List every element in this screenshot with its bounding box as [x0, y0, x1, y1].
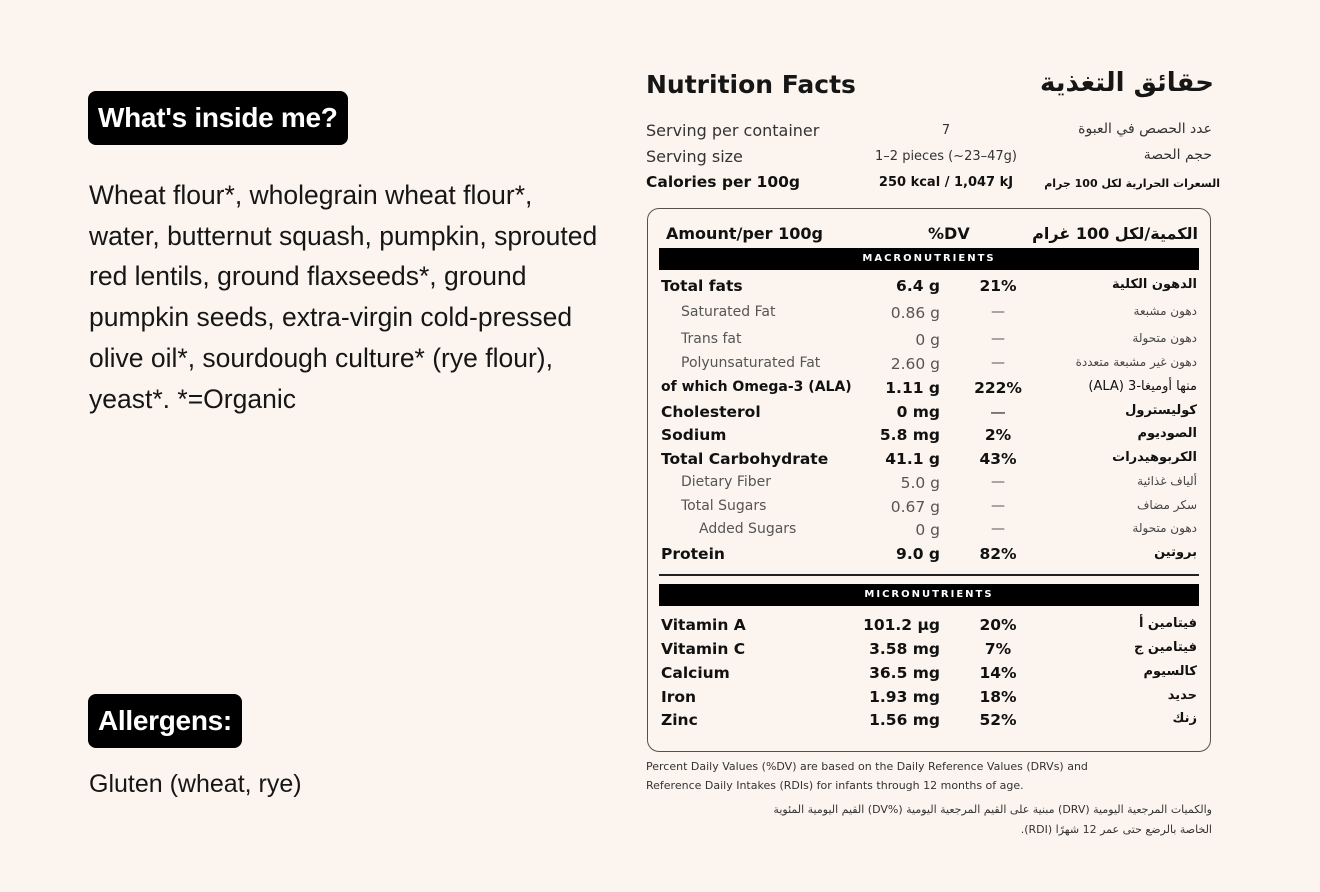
nutrient-row: Total fats 6.4 g 21% الدهون الكلية — [661, 277, 1197, 295]
nutrient-label: Total Carbohydrate — [661, 450, 829, 468]
nutrient-row: Polyunsaturated Fat 2.60 g — دهون غير مشبعة متعددة — [681, 355, 1197, 373]
serving-row: Calories per 100g 250 kcal / 1,047 kJ السعرات الحرارية لكل 100 جرام — [646, 173, 1220, 191]
nutrient-label: Vitamin A — [661, 616, 746, 634]
serving-row: Serving size 1–2 pieces (~23–47g) حجم الحصة — [646, 147, 1212, 166]
nutrient-label-arabic: الصوديوم — [1137, 426, 1197, 441]
nutrient-amount: 0 g — [915, 331, 940, 349]
nutrient-label-arabic: الكربوهيدرات — [1112, 450, 1197, 465]
nutrient-label-arabic: منها أوميغا-3 (ALA) — [1088, 379, 1197, 394]
nutrient-label-arabic: كالسيوم — [1143, 664, 1197, 679]
nutrient-label: Cholesterol — [661, 403, 761, 421]
nutrient-label: Zinc — [661, 711, 698, 729]
nutrient-row: of which Omega-3 (ALA) 1.11 g 222% منها أوميغا-3 (ALA) — [661, 379, 1197, 397]
ingredients-text: Wheat flour*, wholegrain wheat flour*, water, butternut squash, pumpkin, sprouted red lentils, ground flaxseeds*, ground pumpkin seeds, extra-virgin cold-pressed olive oil*, sourdough culture* (rye flour), yeast*. *=Organic — [89, 180, 598, 414]
nutrient-label: Calcium — [661, 664, 730, 682]
nutrient-label: Added Sugars — [699, 521, 797, 537]
nutrient-row: Cholesterol 0 mg — كوليسترول — [661, 403, 1197, 421]
nutrient-row: Calcium 36.5 mg 14% كالسيوم — [661, 664, 1197, 682]
table-header-arabic: الكمية/لكل 100 غرام — [1032, 224, 1198, 243]
nutrient-row: Zinc 1.56 mg 52% زنك — [661, 711, 1197, 729]
nutrient-row: Dietary Fiber 5.0 g — ألياف غذائية — [681, 474, 1197, 492]
nutrient-amount: 6.4 g — [896, 277, 940, 295]
nutrient-label-arabic: كوليسترول — [1125, 403, 1197, 418]
section-divider — [659, 574, 1199, 576]
ingredients-heading: What's inside me? — [88, 91, 348, 145]
serving-label-arabic: عدد الحصص في العبوة — [1078, 121, 1212, 137]
nutrient-row: Vitamin C 3.58 mg 7% فيتامين ج — [661, 640, 1197, 658]
nutrient-label: Vitamin C — [661, 640, 746, 658]
nutrient-amount: 0.67 g — [890, 498, 940, 516]
footnote-english-line-1: Percent Daily Values (%DV) are based on the Daily Reference Values (DRVs) and — [646, 760, 1088, 773]
nutrient-label: Dietary Fiber — [681, 474, 772, 490]
nutrient-row: Vitamin A 101.2 µg 20% فيتامين أ — [661, 616, 1197, 634]
nutrient-label-arabic: دهون مشبعة — [1133, 304, 1197, 318]
nutrient-amount: 1.93 mg — [869, 688, 940, 706]
allergens-text: Gluten (wheat, rye) — [89, 770, 302, 798]
nutrient-row: Sodium 5.8 mg 2% الصوديوم — [661, 426, 1197, 444]
macronutrients-band: MACRONUTRIENTS — [659, 248, 1199, 270]
serving-label: Calories per 100g — [646, 173, 800, 191]
nutrient-label: Sodium — [661, 426, 727, 444]
nutrient-label-arabic: زنك — [1172, 711, 1197, 726]
nutrient-label-arabic: فيتامين ج — [1134, 640, 1197, 655]
nutrient-amount: 101.2 µg — [863, 616, 940, 634]
serving-label-arabic: حجم الحصة — [1143, 147, 1212, 163]
nutrient-label-arabic: بروتين — [1154, 545, 1197, 560]
serving-label-arabic: السعرات الحرارية لكل 100 جرام — [1044, 177, 1220, 190]
nutrient-row: Added Sugars 0 g — دهون متحولة — [699, 521, 1197, 539]
table-header-dv: %DV — [928, 224, 970, 243]
nutrient-amount: 0.86 g — [890, 304, 940, 322]
nutrient-label: Total fats — [661, 277, 743, 295]
allergens-heading: Allergens: — [88, 694, 242, 748]
nutrient-row: Trans fat 0 g — دهون متحولة — [681, 331, 1197, 349]
nutrient-amount: 0 mg — [896, 403, 940, 421]
nutrient-label: Total Sugars — [681, 498, 767, 514]
nutrition-title: Nutrition Facts — [646, 70, 856, 99]
nutrient-amount: 1.11 g — [885, 379, 940, 397]
serving-label: Serving size — [646, 147, 743, 166]
nutrient-label-arabic: دهون متحولة — [1132, 521, 1197, 535]
nutrient-amount: 36.5 mg — [869, 664, 940, 682]
micronutrients-band: MICRONUTRIENTS — [659, 584, 1199, 606]
nutrient-label-arabic: فيتامين أ — [1138, 616, 1197, 631]
nutrient-label-arabic: دهون غير مشبعة متعددة — [1075, 355, 1197, 369]
nutrient-label: Polyunsaturated Fat — [681, 355, 821, 371]
nutrient-amount: 1.56 mg — [869, 711, 940, 729]
nutrient-amount: 5.0 g — [900, 474, 940, 492]
nutrient-row: Saturated Fat 0.86 g — دهون مشبعة — [681, 304, 1197, 322]
nutrient-label-arabic: ألياف غذائية — [1137, 474, 1197, 488]
nutrient-label-arabic: دهون متحولة — [1132, 331, 1197, 345]
nutrient-row: Total Sugars 0.67 g — سكر مضاف — [681, 498, 1197, 516]
nutrient-label: of which Omega-3 (ALA) — [661, 379, 852, 395]
nutrient-label: Trans fat — [681, 331, 742, 347]
table-header-amount: Amount/per 100g — [666, 224, 823, 243]
serving-label: Serving per container — [646, 121, 820, 140]
footnote-arabic-line-1: والكميات المرجعية اليومية (DRV) مبنية على القيم المرجعية اليومية (%DV) القيم اليومية المئوية — [773, 803, 1212, 816]
footnote-arabic-line-2: الخاصة بالرضع حتى عمر 12 شهرًا (RDI). — [1020, 823, 1212, 836]
nutrient-amount: 2.60 g — [890, 355, 940, 373]
nutrient-label-arabic: حديد — [1167, 688, 1197, 703]
nutrition-title-arabic: حقائق التغذية — [1040, 68, 1214, 98]
nutrient-amount: 3.58 mg — [869, 640, 940, 658]
nutrient-row: Protein 9.0 g 82% بروتين — [661, 545, 1197, 563]
nutrient-label: Iron — [661, 688, 697, 706]
nutrient-amount: 9.0 g — [896, 545, 940, 563]
nutrient-label: Protein — [661, 545, 725, 563]
nutrient-amount: 5.8 mg — [879, 426, 940, 444]
nutrient-row: Iron 1.93 mg 18% حديد — [661, 688, 1197, 706]
nutrient-label-arabic: سكر مضاف — [1136, 498, 1197, 512]
nutrient-row: Total Carbohydrate 41.1 g 43% الكربوهيدرات — [661, 450, 1197, 468]
nutrient-label: Saturated Fat — [681, 304, 776, 320]
nutrient-amount: 0 g — [915, 521, 940, 539]
nutrient-amount: 41.1 g — [885, 450, 940, 468]
serving-row: Serving per container 7 عدد الحصص في العبوة — [646, 121, 1212, 140]
footnote-english-line-2: Reference Daily Intakes (RDIs) for infants through 12 months of age. — [646, 779, 1024, 792]
nutrient-label-arabic: الدهون الكلية — [1111, 277, 1197, 292]
